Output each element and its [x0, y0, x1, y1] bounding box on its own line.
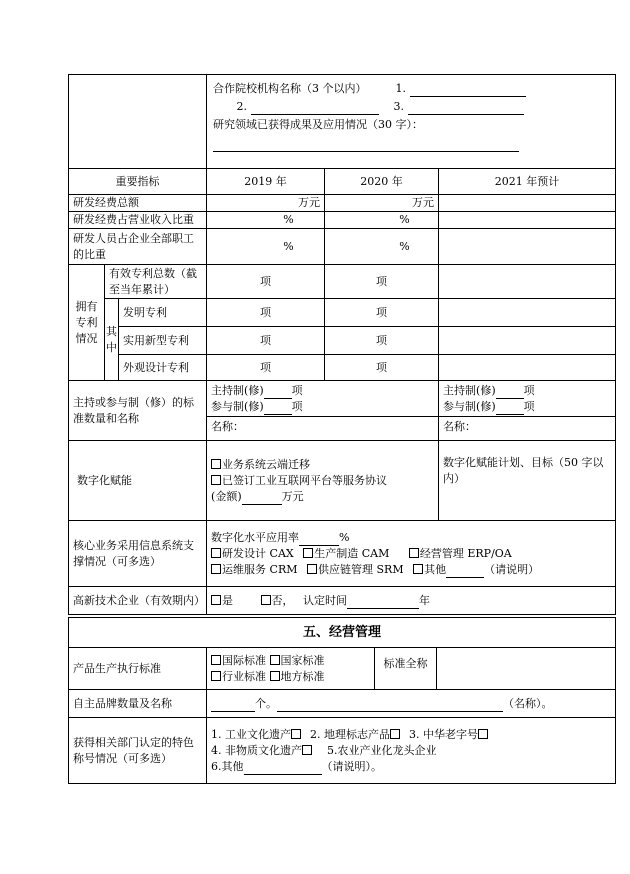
patent-group-label: 拥有专利情况 [69, 265, 105, 381]
digital-plan-cell[interactable]: 数字化赋能计划、目标（50 字以内） [439, 441, 616, 521]
patent-utility-label: 实用新型专利 [119, 327, 207, 355]
standards-join-blank[interactable] [264, 402, 292, 415]
standards-name-cell[interactable]: 名称： [207, 417, 439, 441]
row-staff-ratio-2019[interactable]: % [207, 229, 325, 265]
std-national-checkbox[interactable] [270, 655, 280, 665]
core-other-checkbox[interactable] [413, 564, 423, 574]
core-cam-checkbox[interactable] [303, 548, 313, 558]
core-options-cell: 数字化水平应用率 % 研发设计 CAX 生产制造 CAM 经营管理 ERP/OA 运维服务 CRM 供应链管理 SRM 其他 （请说明） [207, 521, 616, 587]
patent-total-2020[interactable]: 项 [325, 265, 439, 299]
core-erp-checkbox[interactable] [409, 548, 419, 558]
digital-options-cell: 业务系统云端迁移 已签订工业互联网平台等服务协议 (金额) 万元 [207, 441, 439, 521]
title-other-blank[interactable] [244, 762, 322, 775]
patent-design-2019[interactable]: 项 [207, 355, 325, 381]
row-rd-total-label: 研发经费总额 [69, 195, 207, 212]
row-rd-total-2019[interactable]: 万元 [207, 195, 325, 212]
row-staff-ratio-2020[interactable]: % [325, 229, 439, 265]
core-crm-checkbox[interactable] [211, 564, 221, 574]
standards-host-blank-2021[interactable] [496, 386, 524, 399]
coop-blank-2[interactable] [251, 102, 379, 115]
coop-right-cell [207, 75, 616, 169]
patent-utility-2021[interactable] [439, 327, 616, 355]
standard-exec-label: 产品生产执行标准 [69, 648, 207, 690]
coop-label: 合作院校机构名称（3 个以内） [213, 82, 367, 95]
title-geo-checkbox[interactable] [390, 729, 400, 739]
brand-count-blank[interactable] [211, 699, 255, 712]
hightech-yes-checkbox[interactable] [211, 595, 221, 605]
row-rd-ratio-2020[interactable]: % [325, 212, 439, 229]
patent-invention-2020[interactable]: 项 [325, 299, 439, 327]
digital-opt2-checkbox[interactable] [211, 475, 221, 485]
standard-fullname-value[interactable] [437, 648, 616, 690]
standards-label: 主持或参与制（修）的标准数量和名称 [69, 381, 207, 441]
standards-join-blank-2021[interactable] [496, 402, 524, 415]
coop-left-cell [69, 75, 207, 169]
brand-cell: 个。 （名称）。 [207, 690, 616, 718]
standards-name-cell-2021[interactable]: 名称： [439, 417, 616, 441]
row-staff-ratio-2021[interactable] [439, 229, 616, 265]
coop-n1: 1. [395, 82, 406, 95]
patent-utility-2019[interactable]: 项 [207, 327, 325, 355]
coop-n3: 3. [393, 100, 404, 113]
patent-design-2021[interactable] [439, 355, 616, 381]
row-rd-total-2021[interactable] [439, 195, 616, 212]
title-heritage-checkbox[interactable] [291, 729, 301, 739]
standards-count-cell-2021: 主持制(修) 项 参与制(修) 项 [439, 381, 616, 417]
indicator-table [68, 168, 616, 615]
patent-design-label: 外观设计专利 [119, 355, 207, 381]
std-local-checkbox[interactable] [270, 671, 280, 681]
std-industry-checkbox[interactable] [211, 671, 221, 681]
standard-exec-options: 国际标准 国家标准 行业标准 地方标准 [207, 648, 375, 690]
title-intangible-checkbox[interactable] [302, 745, 312, 755]
patent-total-label: 有效专利总数（截至当年累计） [105, 265, 207, 299]
core-label: 核心业务采用信息系统支撑情况（可多选） [69, 521, 207, 587]
patent-sub-label: 其中 [105, 299, 119, 381]
section5-table [68, 617, 616, 784]
patent-utility-2020[interactable]: 项 [325, 327, 439, 355]
row-rd-ratio-2019[interactable]: % [207, 212, 325, 229]
title-laozihao-checkbox[interactable] [478, 729, 488, 739]
standards-host-blank[interactable] [264, 386, 292, 399]
titles-cell: 1. 工业文化遗产 2. 地理标志产品 3. 中华老字号 4. 非物质文化遗产 5.农业产业化龙头企业 6.其他 （请说明）。 [207, 718, 616, 784]
row-rd-ratio-2021[interactable] [439, 212, 616, 229]
hightech-time-blank[interactable] [347, 596, 419, 609]
header-2019: 2019 年 [207, 169, 325, 195]
hightech-no-checkbox[interactable] [261, 595, 271, 605]
hightech-label: 高新技术企业（有效期内） [69, 587, 207, 615]
coop-blank-1[interactable] [410, 84, 526, 97]
digital-amount-blank[interactable] [242, 492, 282, 505]
patent-design-2020[interactable]: 项 [325, 355, 439, 381]
patent-invention-label: 发明专利 [119, 299, 207, 327]
patent-invention-2019[interactable]: 项 [207, 299, 325, 327]
section5-title: 五、经营管理 [69, 618, 616, 648]
digital-opt1-checkbox[interactable] [211, 459, 221, 469]
patent-total-2019[interactable]: 项 [207, 265, 325, 299]
standards-count-cell: 主持制(修) 项 参与制(修) 项 [207, 381, 439, 417]
standard-fullname-label: 标准全称 [375, 648, 437, 690]
patent-total-2021[interactable] [439, 265, 616, 299]
brand-label: 自主品牌数量及名称 [69, 690, 207, 718]
header-2021: 2021 年预计 [439, 169, 616, 195]
row-staff-ratio-label: 研发人员占企业全部职工的比重 [69, 229, 207, 265]
std-intl-checkbox[interactable] [211, 655, 221, 665]
header-2020: 2020 年 [325, 169, 439, 195]
titles-label: 获得相关部门认定的特色称号情况（可多选） [69, 718, 207, 784]
coop-table [68, 74, 616, 169]
digital-label: 数字化赋能 [69, 441, 207, 521]
core-other-blank[interactable] [446, 565, 484, 578]
patent-invention-2021[interactable] [439, 299, 616, 327]
header-indicator: 重要指标 [69, 169, 207, 195]
coop-research-blank[interactable] [213, 139, 519, 152]
core-rate-blank[interactable] [299, 533, 339, 546]
row-rd-ratio-label: 研发经费占营业收入比重 [69, 212, 207, 229]
coop-n2: 2. [236, 100, 247, 113]
core-srm-checkbox[interactable] [307, 564, 317, 574]
hightech-cell: 是 否， 认定时间 年 [207, 587, 616, 615]
core-cax-checkbox[interactable] [211, 548, 221, 558]
coop-research-label: 研究领域已获得成果及应用情况（30 字）： [213, 118, 423, 131]
brand-name-blank[interactable] [277, 699, 503, 712]
row-rd-total-2020[interactable]: 万元 [325, 195, 439, 212]
coop-blank-3[interactable] [408, 102, 524, 115]
